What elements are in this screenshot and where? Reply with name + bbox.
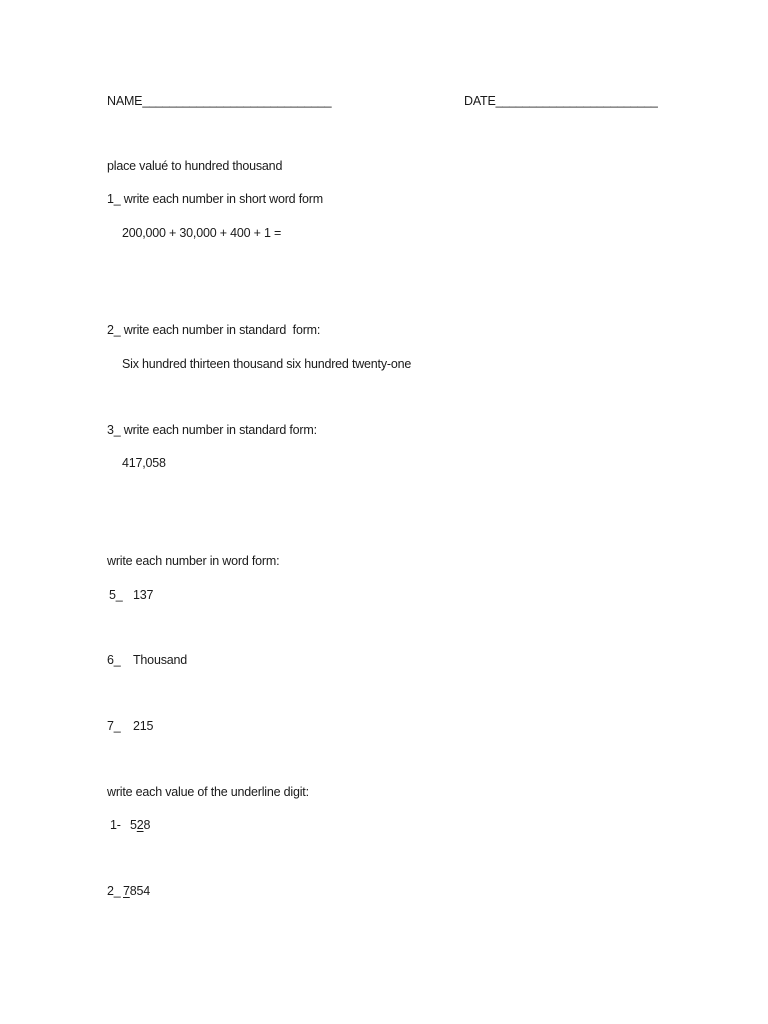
question-3-value: 417,058 (122, 456, 166, 470)
underline-digit-item-value (123, 883, 150, 899)
underline-digit-item-value (130, 817, 150, 833)
question-2-prompt: 2_ write each number in standard form: (107, 323, 321, 337)
underline-digit-item-number: 2_ (107, 884, 121, 898)
word-form-item-number: 5_ (109, 588, 123, 602)
word-form-item-value: 137 (133, 588, 154, 602)
underline-digit-heading: write each value of the underline digit: (107, 785, 309, 799)
digit-after: 854 (129, 884, 151, 898)
date-field-label: DATE________________________ (464, 94, 658, 108)
question-1-value: 200,000 + 30,000 + 400 + 1 = (122, 226, 282, 240)
digit-after: 8 (143, 818, 151, 832)
word-form-heading: write each number in word form: (107, 554, 280, 568)
name-field-label: NAME____________________________ (107, 94, 332, 108)
word-form-item-value: 215 (133, 719, 154, 733)
underlined-digit: 2 (136, 818, 144, 832)
underline-digit-item-number: 1- (110, 818, 121, 832)
word-form-item-value: Thousand (133, 653, 187, 667)
digit-before: 5 (130, 818, 137, 832)
underlined-digit: 7 (123, 884, 130, 898)
question-2-value: Six hundred thirteen thousand six hundred twenty-one (122, 357, 412, 371)
question-3-prompt: 3_ write each number in standard form: (107, 423, 317, 437)
question-1-prompt: 1_ write each number in short word form (107, 192, 323, 206)
worksheet-title: place valué to hundred thousand (107, 159, 283, 173)
word-form-item-number: 6_ (107, 653, 121, 667)
word-form-item-number: 7_ (107, 719, 121, 733)
